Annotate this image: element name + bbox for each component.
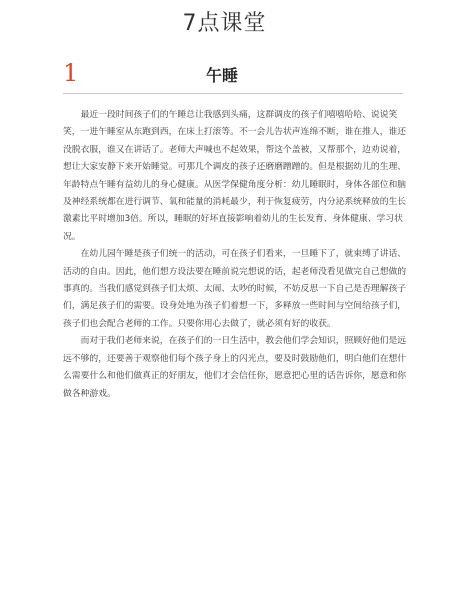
chapter-number: 1 — [63, 59, 79, 87]
document-page — [14, 44, 435, 592]
page-title: 7点课堂 — [182, 11, 267, 36]
body-text — [63, 107, 411, 403]
paragraph: 最近一段时间孩子们的午睡总让我感到头痛，这群调皮的孩子们嘻嘻哈哈、说说笑笑，一进午睡室从东跑到西，在床上打滚等。不一会儿告状声连绵不断，谁在推人，谁还没脱衣服，谁又在讲话了。老师大声喊也不起效果，帮这个盖被，又帮那个，边劝说着，想让大家安静下来开始睡觉。可那几个调皮的孩子还磨磨蹭蹭的。但是根据幼儿的生理、年龄特点午睡有益幼儿的身心健康。从医学保健角度分析：幼儿睡眠时，身体各部位和脑及神经系统都在进行调节、氧和能量的消耗最少，利于恢复疲劳，内分泌系统释放的生长激素比平时增加3倍。所以，睡眠的好坏直接影响着幼儿的生长发育、身体健康、学习状况。 — [63, 110, 407, 242]
paragraph: 而对于我们老师来说，在孩子们的一日生活中，教会他们学会知识，照顾好他们是远远不够的，还要善于观察他们每个孩子身上的闪光点，要及时鼓励他们，明白他们在想什么需要什么和他们做真正的好朋友，他们才会信任你，愿意把心里的话告诉你，愿意和你做各种游戏。 — [63, 336, 407, 399]
chapter-divider — [63, 93, 403, 94]
chapter-title: 午睡 — [206, 66, 239, 85]
paragraph: 在幼儿园午睡是孩子们统一的活动，可在孩子们看来，一旦睡下了，就束缚了讲话、活动的自由。因此，他们想方设法要在睡前说完想说的话，起老师没看见做完自己想做的事真的。当我们感觉到孩子们太烦、太闹、太吵的时候，不妨反思一下自己是否理解孩子们，满足孩子们的需要。设身处地为孩子们着想一下，多释放一些时间与空间给孩子们，孩子们也会配合老师的工作。只要你用心去做了，就必须有好的收获。 — [63, 249, 407, 329]
